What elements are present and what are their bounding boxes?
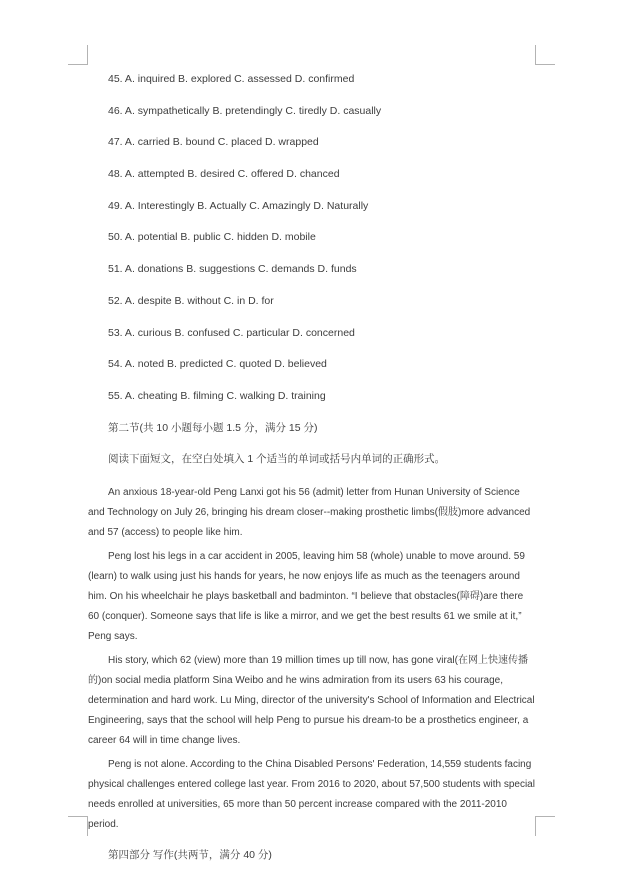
passage-paragraph-2: Peng lost his legs in a car accident in 2005, leaving him 58 (whole) unable to move around. 59 (learn) to walk using just his hands for years, he now enjoys life as much as the teenagers around him. On his wheelchair he plays basketball and badminton. “I believe that obstacles(障碍)are there 60 (conquer). Someone says that life is like a mirror, and we get the best results 61 we smile at it,” Peng says. <box>88 550 525 642</box>
question-line-46: 46. A. sympathetically B. pretendingly C. tiredly D. casually <box>108 104 382 117</box>
crop-mark-top-left <box>68 45 88 65</box>
passage <box>88 477 535 835</box>
question-line-45: 45. A. inquired B. explored C. assessed D. confirmed <box>108 73 355 85</box>
section4-header: 第四部分 写作(共两节，满分 40 分) <box>108 848 272 861</box>
question-line-50: 50. A. potential B. public C. hidden D. mobile <box>108 231 316 244</box>
crop-mark-bottom-right <box>535 816 555 836</box>
question-line-49: 49. A. Interestingly B. Actually C. Amazingly D. Naturally <box>108 199 369 212</box>
section2-header: 第二节(共 10 小题每小题 1.5 分，满分 15 分) <box>108 421 318 434</box>
passage-paragraph-3: His story, which 62 (view) more than 19 million times up till now, has gone viral(在网上快速传播的)on social media platform Sina Weibo and he wins admiration from its users 63 his courage, determination and hard work. Lu Ming, director of the university's School of Information and Electrical Engineering, says that the school will help Peng to pursue his dream-to be a prosthetics engineer, a career 64 will in time change lives. <box>88 654 535 746</box>
question-line-53: 53. A. curious B. confused C. particular D. concerned <box>108 326 355 339</box>
text-area <box>88 65 535 862</box>
crop-mark-bottom-left <box>68 816 88 836</box>
question-line-47: 47. A. carried B. bound C. placed D. wrapped <box>108 136 319 149</box>
section2-instructions: 阅读下面短文，在空白处填入 1 个适当的单词或括号内单词的正确形式。 <box>108 453 446 466</box>
question-line-55: 55. A. cheating B. filming C. walking D. training <box>108 389 326 402</box>
question-line-51: 51. A. donations B. suggestions C. demands D. funds <box>108 263 357 276</box>
questions-list <box>88 65 535 414</box>
passage-paragraph-1: An anxious 18-year-old Peng Lanxi got his 56 (admit) letter from Hunan University of Science and Technology on July 26, bringing his dream closer--making prosthetic limbs(假肢)more advanced and 57 (access) to people like him. <box>88 486 531 538</box>
question-line-54: 54. A. noted B. predicted C. quoted D. believed <box>108 358 327 371</box>
passage-paragraph-4: Peng is not alone. According to the China Disabled Persons' Federation, 14,559 students facing physical challenges entered college last year. From 2016 to 2020, about 57,500 students with special needs enrolled at universities, 65 more than 50 percent increase compared with the 2011-2010 period. <box>88 758 535 830</box>
crop-mark-top-right <box>535 45 555 65</box>
question-line-48: 48. A. attempted B. desired C. offered D. chanced <box>108 168 340 181</box>
question-line-52: 52. A. despite B. without C. in D. for <box>108 294 274 307</box>
